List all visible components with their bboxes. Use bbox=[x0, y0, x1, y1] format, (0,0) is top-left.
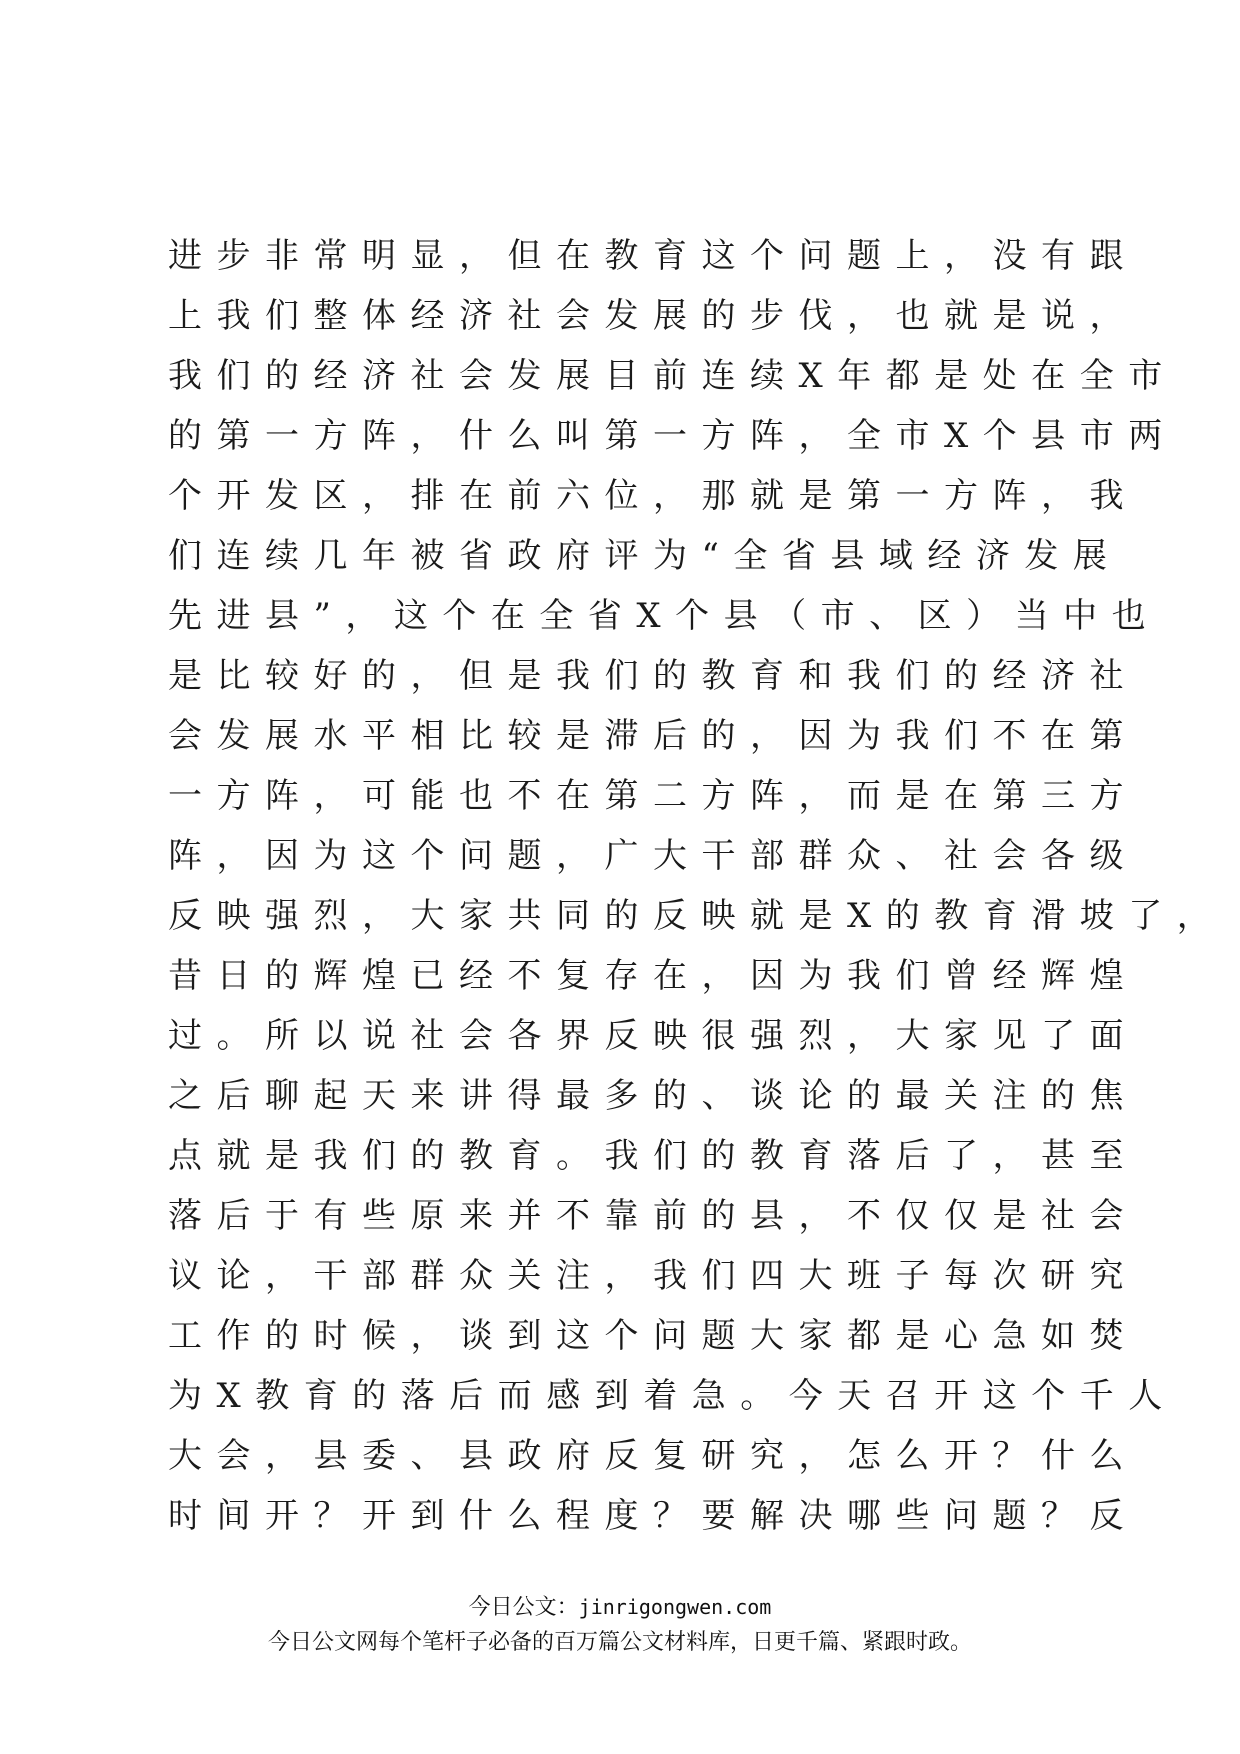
text-line: 为X教育的落后而感到着急。今天召开这个千人 bbox=[168, 1376, 1177, 1416]
text-line: 之后聊起天来讲得最多的、谈论的最关注的焦 bbox=[168, 1076, 1138, 1116]
text-line: 昔日的辉煌已经不复存在，因为我们曾经辉煌 bbox=[168, 956, 1138, 996]
text-line: 过。所以说社会各界反映很强烈，大家见了面 bbox=[168, 1016, 1138, 1056]
text-line: 会发展水平相比较是滞后的，因为我们不在第 bbox=[168, 716, 1138, 756]
text-line: 时间开？开到什么程度？要解决哪些问题？反 bbox=[168, 1496, 1138, 1536]
text-line: 一方阵，可能也不在第二方阵，而是在第三方 bbox=[168, 776, 1138, 816]
footer-slogan: 今日公文网每个笔杆子必备的百万篇公文材料库，日更千篇、紧跟时政。 bbox=[267, 1630, 972, 1655]
footer-url-link[interactable]: jinrigongwen.com bbox=[578, 1595, 772, 1619]
text-line: 工作的时候，谈到这个问题大家都是心急如焚 bbox=[168, 1316, 1138, 1356]
footer-source bbox=[0, 1590, 1240, 1625]
text-line: 的第一方阵，什么叫第一方阵，全市X个县市两 bbox=[168, 416, 1177, 456]
text-line: 阵，因为这个问题，广大干部群众、社会各级 bbox=[168, 836, 1138, 876]
text-line: 大会，县委、县政府反复研究，怎么开？什么 bbox=[168, 1436, 1138, 1476]
text-line: 进步非常明显，但在教育这个问题上，没有跟 bbox=[168, 236, 1138, 276]
text-line: 我们的经济社会发展目前连续X年都是处在全市 bbox=[168, 356, 1177, 396]
text-line: 议论，干部群众关注，我们四大班子每次研究 bbox=[168, 1256, 1138, 1296]
footer bbox=[0, 1590, 1240, 1661]
text-line: 个开发区，排在前六位，那就是第一方阵，我 bbox=[168, 476, 1138, 516]
text-line: 点就是我们的教育。我们的教育落后了，甚至 bbox=[168, 1136, 1138, 1176]
text-line: 们连续几年被省政府评为“全省县域经济发展 bbox=[168, 536, 1122, 576]
text-line: 落后于有些原来并不靠前的县，不仅仅是社会 bbox=[168, 1196, 1138, 1236]
text-line: 是比较好的，但是我们的教育和我们的经济社 bbox=[168, 656, 1138, 696]
text-line: 上我们整体经济社会发展的步伐，也就是说， bbox=[168, 296, 1138, 336]
document-body bbox=[168, 226, 1226, 1546]
text-line: 先进县”，这个在全省X个县（市、区）当中也 bbox=[168, 596, 1161, 636]
footer-label: 今日公文： bbox=[468, 1595, 579, 1620]
text-line: 反映强烈，大家共同的反映就是X的教育滑坡了， bbox=[168, 896, 1226, 936]
